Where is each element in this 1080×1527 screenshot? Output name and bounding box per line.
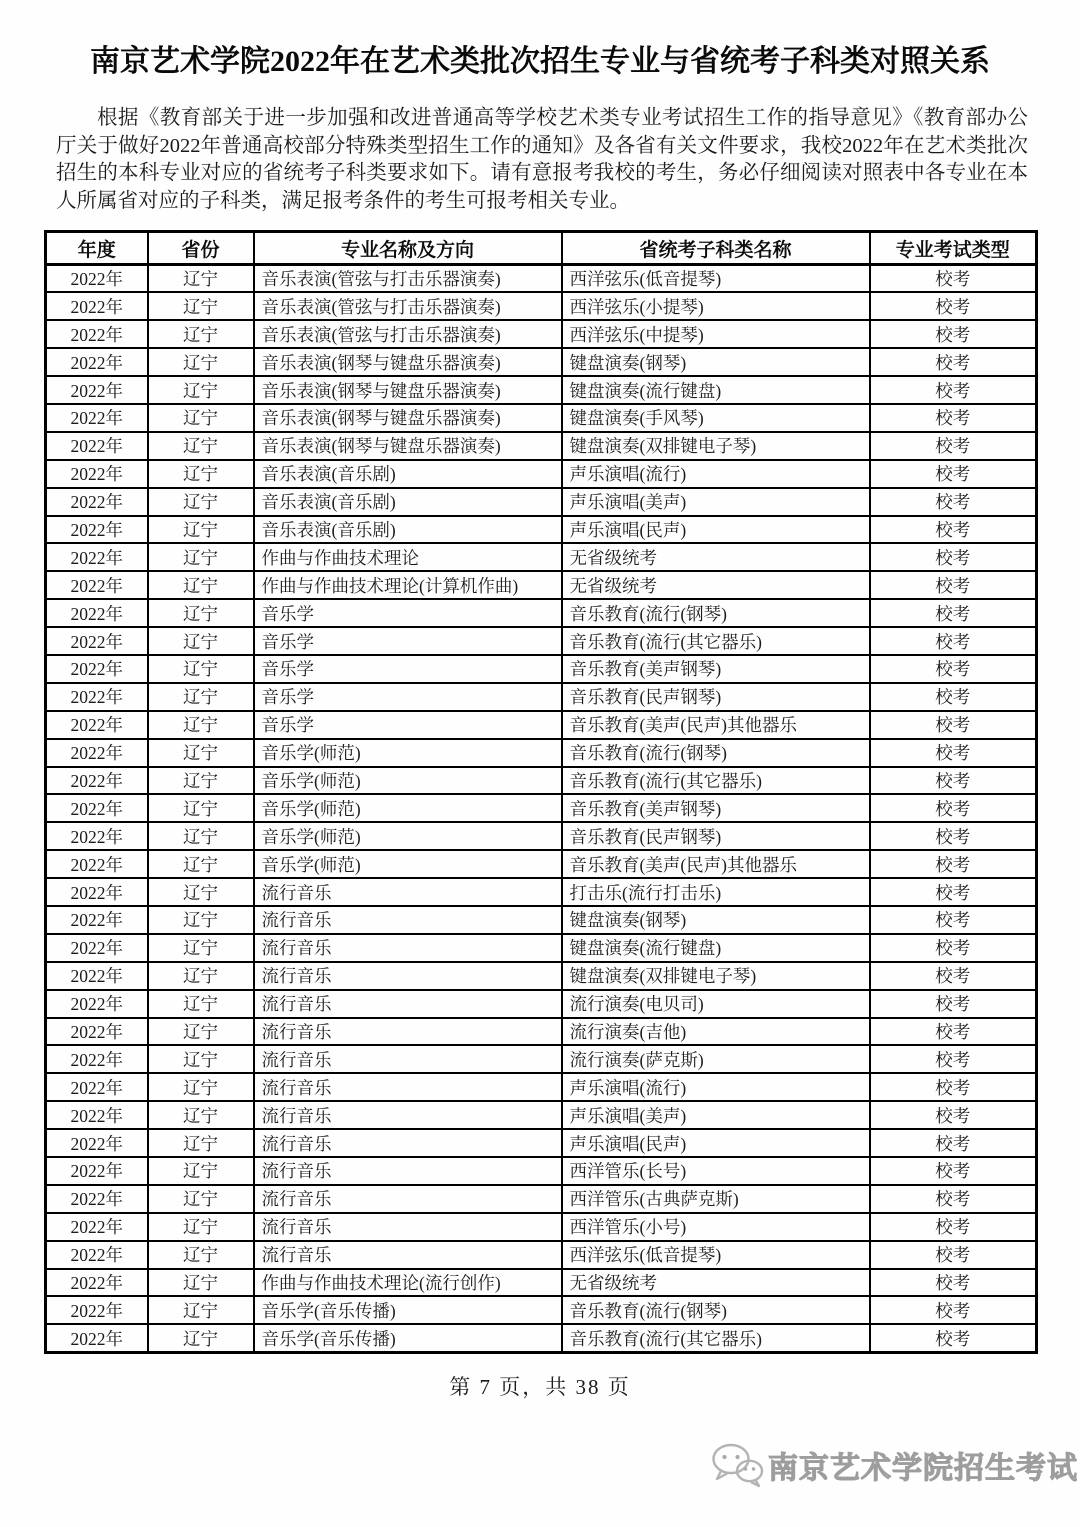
cell-major: 音乐学 bbox=[254, 683, 562, 711]
cell-year: 2022年 bbox=[46, 627, 148, 655]
cell-exam-type: 校考 bbox=[870, 906, 1037, 934]
cell-year: 2022年 bbox=[46, 404, 148, 432]
intro-paragraph: 根据《教育部关于进一步加强和改进普通高等学校艺术类专业考试招生工作的指导意见》《教育部办公厅关于做好2022年普通高校部分特殊类型招生工作的通知》及各省有关文件要求，我校2022年在艺术类批次招生的本科专业对应的省统考子科类要求如下。请有意报考我校的考生，务必仔细阅读对照表中各专业在本人所属省对应的子科类，满足报考条件的考生可报考相关专业。 bbox=[56, 107, 1028, 212]
table-row bbox=[46, 878, 1037, 906]
cell-major: 音乐学(师范) bbox=[254, 822, 562, 850]
table-row bbox=[46, 292, 1037, 320]
table-row bbox=[46, 1129, 1037, 1157]
cell-subcategory: 音乐教育(美声钢琴) bbox=[562, 655, 870, 683]
cell-province: 辽宁 bbox=[148, 962, 254, 990]
table-header-row bbox=[46, 232, 1037, 265]
cell-year: 2022年 bbox=[46, 1129, 148, 1157]
cell-exam-type: 校考 bbox=[870, 571, 1037, 599]
cell-subcategory: 流行演奏(电贝司) bbox=[562, 990, 870, 1018]
cell-exam-type: 校考 bbox=[870, 1157, 1037, 1185]
cell-province: 辽宁 bbox=[148, 990, 254, 1018]
table-row bbox=[46, 1157, 1037, 1185]
cell-province: 辽宁 bbox=[148, 1073, 254, 1101]
cell-province: 辽宁 bbox=[148, 1269, 254, 1297]
cell-province: 辽宁 bbox=[148, 265, 254, 293]
cell-subcategory: 声乐演唱(美声) bbox=[562, 488, 870, 516]
cell-province: 辽宁 bbox=[148, 794, 254, 822]
table-row bbox=[46, 599, 1037, 627]
cell-province: 辽宁 bbox=[148, 460, 254, 488]
table-row bbox=[46, 1073, 1037, 1101]
cell-year: 2022年 bbox=[46, 348, 148, 376]
table-row bbox=[46, 516, 1037, 544]
cell-year: 2022年 bbox=[46, 934, 148, 962]
cell-province: 辽宁 bbox=[148, 1296, 254, 1324]
cell-province: 辽宁 bbox=[148, 906, 254, 934]
cell-exam-type: 校考 bbox=[870, 376, 1037, 404]
cell-year: 2022年 bbox=[46, 1324, 148, 1352]
cell-exam-type: 校考 bbox=[870, 627, 1037, 655]
cell-year: 2022年 bbox=[46, 432, 148, 460]
cell-subcategory: 流行演奏(萨克斯) bbox=[562, 1045, 870, 1073]
cell-major: 流行音乐 bbox=[254, 1101, 562, 1129]
cell-year: 2022年 bbox=[46, 1241, 148, 1269]
cell-exam-type: 校考 bbox=[870, 739, 1037, 767]
cell-year: 2022年 bbox=[46, 878, 148, 906]
cell-major: 音乐表演(管弦与打击乐器演奏) bbox=[254, 320, 562, 348]
cell-subcategory: 键盘演奏(流行键盘) bbox=[562, 376, 870, 404]
cell-subcategory: 西洋管乐(小号) bbox=[562, 1213, 870, 1241]
cell-major: 音乐学 bbox=[254, 711, 562, 739]
cell-year: 2022年 bbox=[46, 1157, 148, 1185]
cell-exam-type: 校考 bbox=[870, 1018, 1037, 1046]
cell-year: 2022年 bbox=[46, 683, 148, 711]
cell-province: 辽宁 bbox=[148, 1045, 254, 1073]
cell-subcategory: 音乐教育(民声钢琴) bbox=[562, 822, 870, 850]
cell-province: 辽宁 bbox=[148, 934, 254, 962]
cell-major: 流行音乐 bbox=[254, 1045, 562, 1073]
page-title: 南京艺术学院2022年在艺术类批次招生专业与省统考子科类对照关系 bbox=[90, 45, 990, 78]
cell-province: 辽宁 bbox=[148, 1157, 254, 1185]
cell-province: 辽宁 bbox=[148, 627, 254, 655]
table-row bbox=[46, 1296, 1037, 1324]
cell-province: 辽宁 bbox=[148, 1185, 254, 1213]
cell-year: 2022年 bbox=[46, 1018, 148, 1046]
cell-subcategory: 键盘演奏(钢琴) bbox=[562, 906, 870, 934]
cell-major: 音乐学(师范) bbox=[254, 767, 562, 795]
cell-major: 流行音乐 bbox=[254, 1018, 562, 1046]
cell-subcategory: 声乐演唱(流行) bbox=[562, 1073, 870, 1101]
cell-major: 音乐学 bbox=[254, 627, 562, 655]
column-header-year: 年度 bbox=[46, 232, 148, 265]
cell-exam-type: 校考 bbox=[870, 460, 1037, 488]
cell-province: 辽宁 bbox=[148, 850, 254, 878]
cell-subcategory: 音乐教育(流行(钢琴) bbox=[562, 599, 870, 627]
cell-subcategory: 音乐教育(美声钢琴) bbox=[562, 794, 870, 822]
cell-major: 音乐表演(音乐剧) bbox=[254, 488, 562, 516]
cell-province: 辽宁 bbox=[148, 488, 254, 516]
cell-province: 辽宁 bbox=[148, 1324, 254, 1352]
cell-province: 辽宁 bbox=[148, 404, 254, 432]
cell-year: 2022年 bbox=[46, 265, 148, 293]
cell-year: 2022年 bbox=[46, 822, 148, 850]
cell-exam-type: 校考 bbox=[870, 934, 1037, 962]
page-number: 第 7 页，共 38 页 bbox=[449, 1374, 631, 1399]
cell-subcategory: 声乐演唱(美声) bbox=[562, 1101, 870, 1129]
cell-subcategory: 无省级统考 bbox=[562, 543, 870, 571]
cell-year: 2022年 bbox=[46, 292, 148, 320]
cell-exam-type: 校考 bbox=[870, 1213, 1037, 1241]
cell-province: 辽宁 bbox=[148, 571, 254, 599]
cell-major: 作曲与作曲技术理论(计算机作曲) bbox=[254, 571, 562, 599]
table-row bbox=[46, 990, 1037, 1018]
table-row bbox=[46, 265, 1037, 293]
cell-exam-type: 校考 bbox=[870, 432, 1037, 460]
cell-major: 音乐学(师范) bbox=[254, 739, 562, 767]
cell-major: 流行音乐 bbox=[254, 990, 562, 1018]
cell-province: 辽宁 bbox=[148, 683, 254, 711]
cell-exam-type: 校考 bbox=[870, 488, 1037, 516]
cell-major: 音乐表演(音乐剧) bbox=[254, 516, 562, 544]
cell-major: 音乐表演(管弦与打击乐器演奏) bbox=[254, 265, 562, 293]
cell-subcategory: 键盘演奏(手风琴) bbox=[562, 404, 870, 432]
cell-year: 2022年 bbox=[46, 376, 148, 404]
table-row bbox=[46, 543, 1037, 571]
cell-province: 辽宁 bbox=[148, 376, 254, 404]
cell-exam-type: 校考 bbox=[870, 1324, 1037, 1352]
cell-exam-type: 校考 bbox=[870, 794, 1037, 822]
cell-province: 辽宁 bbox=[148, 1129, 254, 1157]
table-row bbox=[46, 460, 1037, 488]
cell-major: 音乐表演(钢琴与键盘乐器演奏) bbox=[254, 348, 562, 376]
cell-exam-type: 校考 bbox=[870, 850, 1037, 878]
column-header-province: 省份 bbox=[148, 232, 254, 265]
cell-subcategory: 声乐演唱(民声) bbox=[562, 1129, 870, 1157]
cell-province: 辽宁 bbox=[148, 739, 254, 767]
cell-year: 2022年 bbox=[46, 1045, 148, 1073]
cell-exam-type: 校考 bbox=[870, 990, 1037, 1018]
cell-exam-type: 校考 bbox=[870, 265, 1037, 293]
cell-subcategory: 西洋弦乐(小提琴) bbox=[562, 292, 870, 320]
cell-exam-type: 校考 bbox=[870, 516, 1037, 544]
cell-province: 辽宁 bbox=[148, 292, 254, 320]
cell-exam-type: 校考 bbox=[870, 320, 1037, 348]
cell-exam-type: 校考 bbox=[870, 1296, 1037, 1324]
cell-province: 辽宁 bbox=[148, 599, 254, 627]
cell-province: 辽宁 bbox=[148, 1018, 254, 1046]
cell-year: 2022年 bbox=[46, 320, 148, 348]
table-row bbox=[46, 655, 1037, 683]
table-row bbox=[46, 794, 1037, 822]
cell-subcategory: 西洋弦乐(中提琴) bbox=[562, 320, 870, 348]
cell-year: 2022年 bbox=[46, 655, 148, 683]
cell-major: 作曲与作曲技术理论 bbox=[254, 543, 562, 571]
table-row bbox=[46, 767, 1037, 795]
cell-exam-type: 校考 bbox=[870, 404, 1037, 432]
cell-major: 流行音乐 bbox=[254, 1213, 562, 1241]
cell-year: 2022年 bbox=[46, 1213, 148, 1241]
watermark bbox=[710, 1441, 1078, 1489]
cell-province: 辽宁 bbox=[148, 711, 254, 739]
cell-subcategory: 音乐教育(民声钢琴) bbox=[562, 683, 870, 711]
column-header-major: 专业名称及方向 bbox=[254, 232, 562, 265]
cell-major: 音乐学(音乐传播) bbox=[254, 1324, 562, 1352]
cell-exam-type: 校考 bbox=[870, 1185, 1037, 1213]
cell-major: 音乐学(师范) bbox=[254, 850, 562, 878]
cell-year: 2022年 bbox=[46, 571, 148, 599]
cell-major: 音乐表演(钢琴与键盘乐器演奏) bbox=[254, 376, 562, 404]
cell-subcategory: 音乐教育(流行(其它器乐) bbox=[562, 1324, 870, 1352]
cell-major: 流行音乐 bbox=[254, 1241, 562, 1269]
column-header-subcategory: 省统考子科类名称 bbox=[562, 232, 870, 265]
cell-major: 流行音乐 bbox=[254, 878, 562, 906]
table-row bbox=[46, 683, 1037, 711]
cell-exam-type: 校考 bbox=[870, 1269, 1037, 1297]
cell-subcategory: 西洋弦乐(低音提琴) bbox=[562, 1241, 870, 1269]
cell-exam-type: 校考 bbox=[870, 767, 1037, 795]
cell-subcategory: 键盘演奏(双排键电子琴) bbox=[562, 962, 870, 990]
cell-major: 流行音乐 bbox=[254, 906, 562, 934]
cell-exam-type: 校考 bbox=[870, 655, 1037, 683]
cell-subcategory: 音乐教育(流行(其它器乐) bbox=[562, 627, 870, 655]
cell-subcategory: 无省级统考 bbox=[562, 1269, 870, 1297]
cell-province: 辽宁 bbox=[148, 516, 254, 544]
cell-year: 2022年 bbox=[46, 906, 148, 934]
cell-year: 2022年 bbox=[46, 1269, 148, 1297]
cell-major: 音乐表演(管弦与打击乐器演奏) bbox=[254, 292, 562, 320]
cell-subcategory: 音乐教育(流行(其它器乐) bbox=[562, 767, 870, 795]
table-row bbox=[46, 1269, 1037, 1297]
cell-subcategory: 键盘演奏(双排键电子琴) bbox=[562, 432, 870, 460]
cell-province: 辽宁 bbox=[148, 543, 254, 571]
table-row bbox=[46, 348, 1037, 376]
cell-exam-type: 校考 bbox=[870, 683, 1037, 711]
cell-major: 流行音乐 bbox=[254, 1185, 562, 1213]
cell-major: 流行音乐 bbox=[254, 1129, 562, 1157]
cell-major: 音乐学 bbox=[254, 599, 562, 627]
cell-year: 2022年 bbox=[46, 739, 148, 767]
cell-year: 2022年 bbox=[46, 850, 148, 878]
cell-year: 2022年 bbox=[46, 990, 148, 1018]
table-body bbox=[46, 265, 1037, 1353]
cell-subcategory: 声乐演唱(流行) bbox=[562, 460, 870, 488]
cell-province: 辽宁 bbox=[148, 320, 254, 348]
cell-province: 辽宁 bbox=[148, 348, 254, 376]
table-row bbox=[46, 404, 1037, 432]
table-row bbox=[46, 906, 1037, 934]
cell-year: 2022年 bbox=[46, 516, 148, 544]
cell-major: 音乐表演(钢琴与键盘乐器演奏) bbox=[254, 404, 562, 432]
table-row bbox=[46, 1324, 1037, 1352]
cell-year: 2022年 bbox=[46, 1073, 148, 1101]
cell-exam-type: 校考 bbox=[870, 878, 1037, 906]
cell-province: 辽宁 bbox=[148, 1213, 254, 1241]
cell-exam-type: 校考 bbox=[870, 711, 1037, 739]
cell-exam-type: 校考 bbox=[870, 292, 1037, 320]
cell-major: 音乐学(音乐传播) bbox=[254, 1296, 562, 1324]
cell-province: 辽宁 bbox=[148, 878, 254, 906]
cell-province: 辽宁 bbox=[148, 1101, 254, 1129]
cell-subcategory: 键盘演奏(流行键盘) bbox=[562, 934, 870, 962]
table-row bbox=[46, 571, 1037, 599]
table-row bbox=[46, 822, 1037, 850]
cell-subcategory: 西洋管乐(古典萨克斯) bbox=[562, 1185, 870, 1213]
cell-subcategory: 无省级统考 bbox=[562, 571, 870, 599]
table-row bbox=[46, 1045, 1037, 1073]
table-row bbox=[46, 1101, 1037, 1129]
table-row bbox=[46, 1213, 1037, 1241]
table-row bbox=[46, 432, 1037, 460]
cell-major: 流行音乐 bbox=[254, 1073, 562, 1101]
cell-year: 2022年 bbox=[46, 460, 148, 488]
cell-province: 辽宁 bbox=[148, 1241, 254, 1269]
cell-exam-type: 校考 bbox=[870, 1241, 1037, 1269]
cell-exam-type: 校考 bbox=[870, 1073, 1037, 1101]
cell-exam-type: 校考 bbox=[870, 1045, 1037, 1073]
table-row bbox=[46, 711, 1037, 739]
table-row bbox=[46, 376, 1037, 404]
watermark-text: 南京艺术学院招生考试 bbox=[768, 1452, 1078, 1485]
cell-year: 2022年 bbox=[46, 543, 148, 571]
cell-subcategory: 音乐教育(流行(钢琴) bbox=[562, 1296, 870, 1324]
table-row bbox=[46, 627, 1037, 655]
cell-year: 2022年 bbox=[46, 767, 148, 795]
page-footer bbox=[0, 1371, 1080, 1401]
mapping-table bbox=[44, 230, 1038, 1354]
cell-year: 2022年 bbox=[46, 488, 148, 516]
cell-subcategory: 声乐演唱(民声) bbox=[562, 516, 870, 544]
cell-major: 流行音乐 bbox=[254, 962, 562, 990]
table-row bbox=[46, 850, 1037, 878]
wechat-icon bbox=[710, 1441, 764, 1489]
table-row bbox=[46, 962, 1037, 990]
cell-subcategory: 打击乐(流行打击乐) bbox=[562, 878, 870, 906]
cell-year: 2022年 bbox=[46, 1101, 148, 1129]
table-row bbox=[46, 739, 1037, 767]
cell-major: 流行音乐 bbox=[254, 934, 562, 962]
cell-subcategory: 西洋管乐(长号) bbox=[562, 1157, 870, 1185]
table-row bbox=[46, 1018, 1037, 1046]
table-row bbox=[46, 1185, 1037, 1213]
table-row bbox=[46, 1241, 1037, 1269]
cell-major: 作曲与作曲技术理论(流行创作) bbox=[254, 1269, 562, 1297]
cell-year: 2022年 bbox=[46, 711, 148, 739]
cell-exam-type: 校考 bbox=[870, 348, 1037, 376]
cell-exam-type: 校考 bbox=[870, 822, 1037, 850]
cell-province: 辽宁 bbox=[148, 767, 254, 795]
table-row bbox=[46, 934, 1037, 962]
cell-exam-type: 校考 bbox=[870, 543, 1037, 571]
cell-major: 音乐表演(音乐剧) bbox=[254, 460, 562, 488]
cell-province: 辽宁 bbox=[148, 822, 254, 850]
cell-major: 音乐学 bbox=[254, 655, 562, 683]
cell-exam-type: 校考 bbox=[870, 599, 1037, 627]
cell-major: 音乐表演(钢琴与键盘乐器演奏) bbox=[254, 432, 562, 460]
cell-exam-type: 校考 bbox=[870, 962, 1037, 990]
cell-subcategory: 音乐教育(流行(钢琴) bbox=[562, 739, 870, 767]
cell-year: 2022年 bbox=[46, 962, 148, 990]
cell-exam-type: 校考 bbox=[870, 1129, 1037, 1157]
cell-year: 2022年 bbox=[46, 1185, 148, 1213]
cell-subcategory: 音乐教育(美声(民声)其他器乐 bbox=[562, 711, 870, 739]
cell-exam-type: 校考 bbox=[870, 1101, 1037, 1129]
cell-province: 辽宁 bbox=[148, 432, 254, 460]
cell-subcategory: 键盘演奏(钢琴) bbox=[562, 348, 870, 376]
table-row bbox=[46, 320, 1037, 348]
cell-subcategory: 音乐教育(美声(民声)其他器乐 bbox=[562, 850, 870, 878]
cell-year: 2022年 bbox=[46, 1296, 148, 1324]
cell-year: 2022年 bbox=[46, 599, 148, 627]
cell-major: 音乐学(师范) bbox=[254, 794, 562, 822]
column-header-exam-type: 专业考试类型 bbox=[870, 232, 1037, 265]
cell-subcategory: 流行演奏(吉他) bbox=[562, 1018, 870, 1046]
table-row bbox=[46, 488, 1037, 516]
cell-subcategory: 西洋弦乐(低音提琴) bbox=[562, 265, 870, 293]
cell-year: 2022年 bbox=[46, 794, 148, 822]
cell-major: 流行音乐 bbox=[254, 1157, 562, 1185]
cell-province: 辽宁 bbox=[148, 655, 254, 683]
